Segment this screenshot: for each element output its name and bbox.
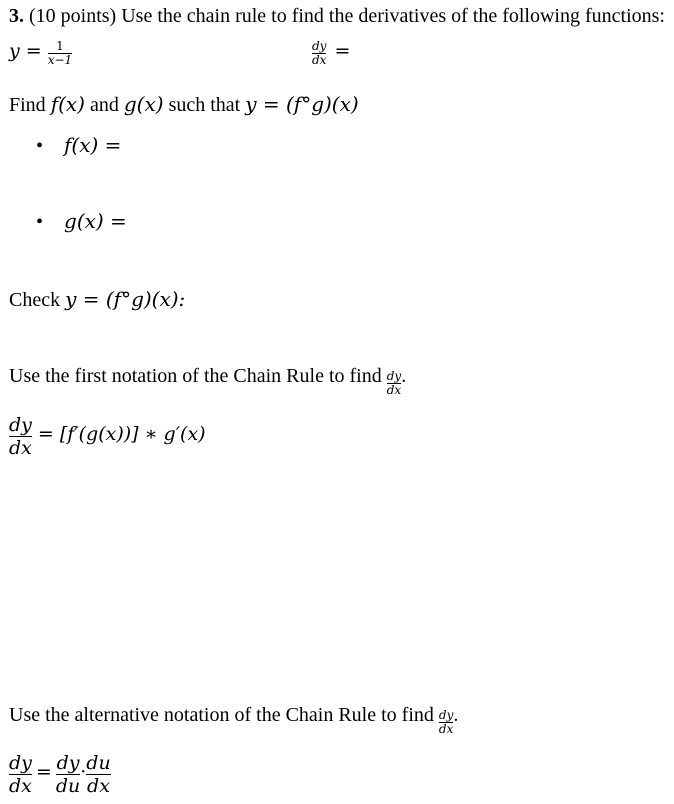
question-header bbox=[9, 4, 665, 28]
formula-rhs: = [f′(g(x))] ∗ g′(x) bbox=[37, 423, 206, 446]
bullet-g-label: g(x) = bbox=[64, 209, 127, 233]
first-notation-frac-den: dx bbox=[386, 383, 402, 397]
function-fraction bbox=[48, 40, 72, 67]
bullet-item-f bbox=[36, 133, 121, 158]
alt-formula-dot: · bbox=[80, 761, 87, 784]
alt-f1-num: dy bbox=[9, 752, 32, 774]
check-line bbox=[9, 287, 185, 312]
alt-notation-text: Use the alternative notation of the Chain Rule to find bbox=[9, 704, 434, 726]
alt-notation-fraction bbox=[439, 709, 453, 736]
alt-notation-frac-num: dy bbox=[438, 708, 454, 722]
check-expression: y = (f°g)(x): bbox=[65, 287, 186, 311]
find-and: and bbox=[89, 94, 119, 116]
first-notation-period: . bbox=[401, 365, 407, 387]
find-f: f(x) bbox=[50, 92, 85, 116]
bullet-item-g bbox=[36, 209, 127, 234]
check-text: Check bbox=[9, 289, 61, 311]
alt-notation-instruction bbox=[9, 703, 458, 736]
find-such-that: such that bbox=[168, 94, 241, 116]
alt-formula-dy-dx bbox=[9, 752, 32, 797]
alt-formula-du-dx bbox=[86, 752, 110, 797]
alt-f3-den: dx bbox=[87, 775, 110, 797]
alt-notation-frac-den: dx bbox=[438, 722, 454, 736]
question-text: (10 points) Use the chain rule to find the derivatives of the following functions: bbox=[29, 5, 665, 27]
alt-notation-formula bbox=[9, 752, 111, 797]
formula-derivative-fraction bbox=[9, 414, 32, 459]
alt-f2-num: dy bbox=[56, 752, 80, 774]
formula-frac-num: dy bbox=[9, 414, 32, 436]
derivative-denominator: dx bbox=[312, 53, 327, 67]
find-instruction bbox=[9, 92, 359, 117]
first-notation-text: Use the first notation of the Chain Rule to find bbox=[9, 365, 382, 387]
function-numerator: 1 bbox=[56, 39, 64, 53]
derivative-fraction bbox=[312, 40, 326, 67]
alt-formula-equals: = bbox=[35, 761, 52, 784]
alt-formula-dy-du bbox=[56, 752, 80, 797]
alt-notation-period: . bbox=[453, 704, 459, 726]
alt-f3-num: du bbox=[86, 752, 111, 774]
first-notation-frac-num: dy bbox=[386, 369, 402, 383]
alt-f2-den: du bbox=[55, 775, 81, 797]
question-number: 3. bbox=[9, 5, 24, 27]
first-notation-fraction bbox=[387, 370, 401, 397]
derivative-numerator: dy bbox=[312, 39, 327, 53]
find-composition: y = (f°g)(x) bbox=[245, 92, 359, 116]
function-denominator: x−1 bbox=[47, 53, 73, 67]
find-text: Find bbox=[9, 94, 46, 116]
function-lhs: y = bbox=[9, 40, 42, 63]
first-notation-instruction bbox=[9, 364, 406, 397]
bullet-f-label: f(x) = bbox=[64, 133, 122, 157]
derivative-prompt bbox=[312, 40, 350, 67]
find-g: g(x) bbox=[123, 92, 164, 116]
bullet-icon: • bbox=[36, 135, 44, 157]
formula-frac-den: dx bbox=[9, 437, 32, 459]
bullet-icon: • bbox=[36, 211, 44, 233]
function-definition bbox=[9, 40, 72, 67]
first-notation-formula bbox=[9, 414, 206, 459]
alt-f1-den: dx bbox=[9, 775, 32, 797]
derivative-equals: = bbox=[334, 40, 351, 63]
